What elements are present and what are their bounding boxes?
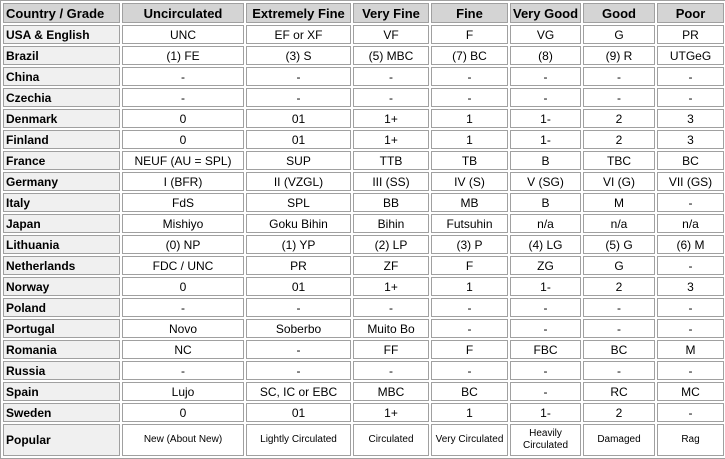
grade-cell: SC, IC or EBC <box>246 382 351 401</box>
grade-cell: - <box>583 88 655 107</box>
grade-cell: - <box>431 298 508 317</box>
country-cell: Czechia <box>3 88 120 107</box>
grade-cell: - <box>657 67 724 86</box>
grade-cell: VG <box>510 25 581 44</box>
grade-cell: VF <box>353 25 429 44</box>
grade-cell: M <box>657 340 724 359</box>
grade-cell: (5) MBC <box>353 46 429 65</box>
grade-cell: 2 <box>583 277 655 296</box>
grade-cell: (1) YP <box>246 235 351 254</box>
grade-cell: - <box>246 88 351 107</box>
table-row <box>3 172 724 191</box>
grade-cell: - <box>510 298 581 317</box>
grade-cell: - <box>657 403 724 422</box>
country-cell: Russia <box>3 361 120 380</box>
table-row <box>3 256 724 275</box>
grade-cell: F <box>431 340 508 359</box>
grade-cell: - <box>510 67 581 86</box>
grade-cell: - <box>510 88 581 107</box>
grade-cell: - <box>246 361 351 380</box>
grade-cell: II (VZGL) <box>246 172 351 191</box>
grade-cell: VI (G) <box>583 172 655 191</box>
grade-cell: 2 <box>583 130 655 149</box>
grade-cell: - <box>353 298 429 317</box>
grade-cell: - <box>657 193 724 212</box>
grade-cell: - <box>510 361 581 380</box>
grade-cell: - <box>122 67 244 86</box>
grade-cell: B <box>510 151 581 170</box>
table-row <box>3 67 724 86</box>
table-row <box>3 361 724 380</box>
grade-cell: - <box>431 88 508 107</box>
grade-cell: 0 <box>122 130 244 149</box>
grade-cell: UNC <box>122 25 244 44</box>
table-row <box>3 340 724 359</box>
grade-cell: (1) FE <box>122 46 244 65</box>
grade-cell: 01 <box>246 403 351 422</box>
header-cell: Extremely Fine <box>246 3 351 23</box>
grade-cell: 1+ <box>353 130 429 149</box>
grade-cell: - <box>353 361 429 380</box>
grade-cell: Lightly Circulated <box>246 424 351 456</box>
grade-cell: BC <box>657 151 724 170</box>
grade-cell: ZG <box>510 256 581 275</box>
grade-cell: MBC <box>353 382 429 401</box>
grade-cell: G <box>583 256 655 275</box>
grade-cell: - <box>122 88 244 107</box>
grade-cell: (9) R <box>583 46 655 65</box>
grade-cell: 3 <box>657 109 724 128</box>
grade-cell: Lujo <box>122 382 244 401</box>
header-cell: Good <box>583 3 655 23</box>
grade-cell: 2 <box>583 403 655 422</box>
grade-cell: - <box>583 67 655 86</box>
grade-cell: (0) NP <box>122 235 244 254</box>
grade-cell: 1 <box>431 403 508 422</box>
grade-cell: FdS <box>122 193 244 212</box>
grade-cell: VII (GS) <box>657 172 724 191</box>
grade-cell: (3) P <box>431 235 508 254</box>
table-row <box>3 319 724 338</box>
popular-row <box>3 424 724 456</box>
grade-cell: FDC / UNC <box>122 256 244 275</box>
grade-cell: SPL <box>246 193 351 212</box>
table-row <box>3 46 724 65</box>
grade-cell: 1 <box>431 109 508 128</box>
grade-cell: - <box>122 298 244 317</box>
grade-cell: Bihin <box>353 214 429 233</box>
grade-cell: 1 <box>431 130 508 149</box>
country-cell: Brazil <box>3 46 120 65</box>
grade-cell: - <box>246 340 351 359</box>
country-cell: Sweden <box>3 403 120 422</box>
grade-cell: NEUF (AU = SPL) <box>122 151 244 170</box>
grade-cell: V (SG) <box>510 172 581 191</box>
grade-cell: 0 <box>122 109 244 128</box>
grade-cell: 01 <box>246 130 351 149</box>
grade-cell: Goku Bihin <box>246 214 351 233</box>
grade-cell: BB <box>353 193 429 212</box>
grade-cell: NC <box>122 340 244 359</box>
grade-cell: 1- <box>510 130 581 149</box>
country-cell: Germany <box>3 172 120 191</box>
grade-cell: (6) M <box>657 235 724 254</box>
country-cell: Italy <box>3 193 120 212</box>
grade-cell: - <box>431 67 508 86</box>
grade-cell: B <box>510 193 581 212</box>
grade-cell: - <box>510 319 581 338</box>
grade-cell: - <box>246 67 351 86</box>
grade-cell: - <box>657 88 724 107</box>
country-cell: Spain <box>3 382 120 401</box>
grade-cell: BC <box>431 382 508 401</box>
grade-cell: III (SS) <box>353 172 429 191</box>
grade-cell: 1- <box>510 277 581 296</box>
country-cell: Netherlands <box>3 256 120 275</box>
grade-cell: 2 <box>583 109 655 128</box>
grade-cell: I (BFR) <box>122 172 244 191</box>
country-cell: Poland <box>3 298 120 317</box>
grade-cell: TTB <box>353 151 429 170</box>
grade-cell: Novo <box>122 319 244 338</box>
table-row <box>3 277 724 296</box>
grade-cell: TBC <box>583 151 655 170</box>
country-cell: Portugal <box>3 319 120 338</box>
grade-cell: - <box>510 382 581 401</box>
table-row <box>3 88 724 107</box>
grade-cell: 1- <box>510 403 581 422</box>
grade-cell: (3) S <box>246 46 351 65</box>
header-cell: Very Fine <box>353 3 429 23</box>
grade-cell: n/a <box>657 214 724 233</box>
grade-cell: (4) LG <box>510 235 581 254</box>
grade-cell: Mishiyo <box>122 214 244 233</box>
grade-cell: Soberbo <box>246 319 351 338</box>
grade-cell: 3 <box>657 277 724 296</box>
grade-cell: - <box>431 361 508 380</box>
country-cell: China <box>3 67 120 86</box>
grade-cell: MB <box>431 193 508 212</box>
table-row <box>3 151 724 170</box>
grade-cell: - <box>583 319 655 338</box>
grade-cell: IV (S) <box>431 172 508 191</box>
grade-cell: - <box>657 361 724 380</box>
grade-cell: F <box>431 25 508 44</box>
grade-cell: 01 <box>246 109 351 128</box>
country-cell: Popular <box>3 424 120 456</box>
grade-cell: - <box>353 67 429 86</box>
grade-cell: - <box>122 361 244 380</box>
grade-cell: - <box>583 298 655 317</box>
table-row <box>3 382 724 401</box>
grade-cell: (2) LP <box>353 235 429 254</box>
country-cell: Denmark <box>3 109 120 128</box>
grade-cell: MC <box>657 382 724 401</box>
table-row <box>3 193 724 212</box>
grade-cell: Circulated <box>353 424 429 456</box>
country-cell: Norway <box>3 277 120 296</box>
grade-cell: Muito Bo <box>353 319 429 338</box>
grade-cell: (5) G <box>583 235 655 254</box>
table-row <box>3 214 724 233</box>
grade-cell: 1+ <box>353 109 429 128</box>
grade-cell: Heavily Circulated <box>510 424 581 456</box>
header-cell: Fine <box>431 3 508 23</box>
grade-cell: EF or XF <box>246 25 351 44</box>
grade-cell: FF <box>353 340 429 359</box>
grade-cell: 1+ <box>353 403 429 422</box>
country-cell: France <box>3 151 120 170</box>
grade-cell: Futsuhin <box>431 214 508 233</box>
country-cell: USA & English <box>3 25 120 44</box>
grade-cell: PR <box>657 25 724 44</box>
header-cell: Uncirculated <box>122 3 244 23</box>
grade-cell: Very Circulated <box>431 424 508 456</box>
grade-cell: Rag <box>657 424 724 456</box>
country-cell: Japan <box>3 214 120 233</box>
grade-cell: - <box>431 319 508 338</box>
grade-cell: SUP <box>246 151 351 170</box>
grade-cell: 3 <box>657 130 724 149</box>
grade-cell: FBC <box>510 340 581 359</box>
table-row <box>3 298 724 317</box>
grade-cell: - <box>246 298 351 317</box>
grade-cell: M <box>583 193 655 212</box>
grade-cell: - <box>353 88 429 107</box>
grade-cell: New (About New) <box>122 424 244 456</box>
table-body <box>3 25 724 456</box>
grade-cell: Damaged <box>583 424 655 456</box>
header-cell: Country / Grade <box>3 3 120 23</box>
header-cell: Very Good <box>510 3 581 23</box>
grade-cell: 1 <box>431 277 508 296</box>
grade-cell: TB <box>431 151 508 170</box>
table-row <box>3 109 724 128</box>
grade-cell: 01 <box>246 277 351 296</box>
table-row <box>3 403 724 422</box>
grade-cell: - <box>657 256 724 275</box>
header-cell: Poor <box>657 3 724 23</box>
grade-cell: ZF <box>353 256 429 275</box>
grade-cell: 0 <box>122 277 244 296</box>
grade-cell: G <box>583 25 655 44</box>
grade-cell: RC <box>583 382 655 401</box>
grade-cell: 0 <box>122 403 244 422</box>
table-row <box>3 235 724 254</box>
country-cell: Lithuania <box>3 235 120 254</box>
grade-cell: - <box>583 361 655 380</box>
table-row <box>3 25 724 44</box>
grade-cell: (8) <box>510 46 581 65</box>
grade-cell: n/a <box>583 214 655 233</box>
country-cell: Romania <box>3 340 120 359</box>
grade-cell: UTGeG <box>657 46 724 65</box>
grade-cell: 1+ <box>353 277 429 296</box>
grade-cell: PR <box>246 256 351 275</box>
grade-cell: F <box>431 256 508 275</box>
header-row <box>3 3 724 23</box>
grade-cell: n/a <box>510 214 581 233</box>
grade-cell: BC <box>583 340 655 359</box>
country-cell: Finland <box>3 130 120 149</box>
table-row <box>3 130 724 149</box>
grade-cell: - <box>657 298 724 317</box>
grade-cell: 1- <box>510 109 581 128</box>
grade-cell: - <box>657 319 724 338</box>
grade-cell: (7) BC <box>431 46 508 65</box>
